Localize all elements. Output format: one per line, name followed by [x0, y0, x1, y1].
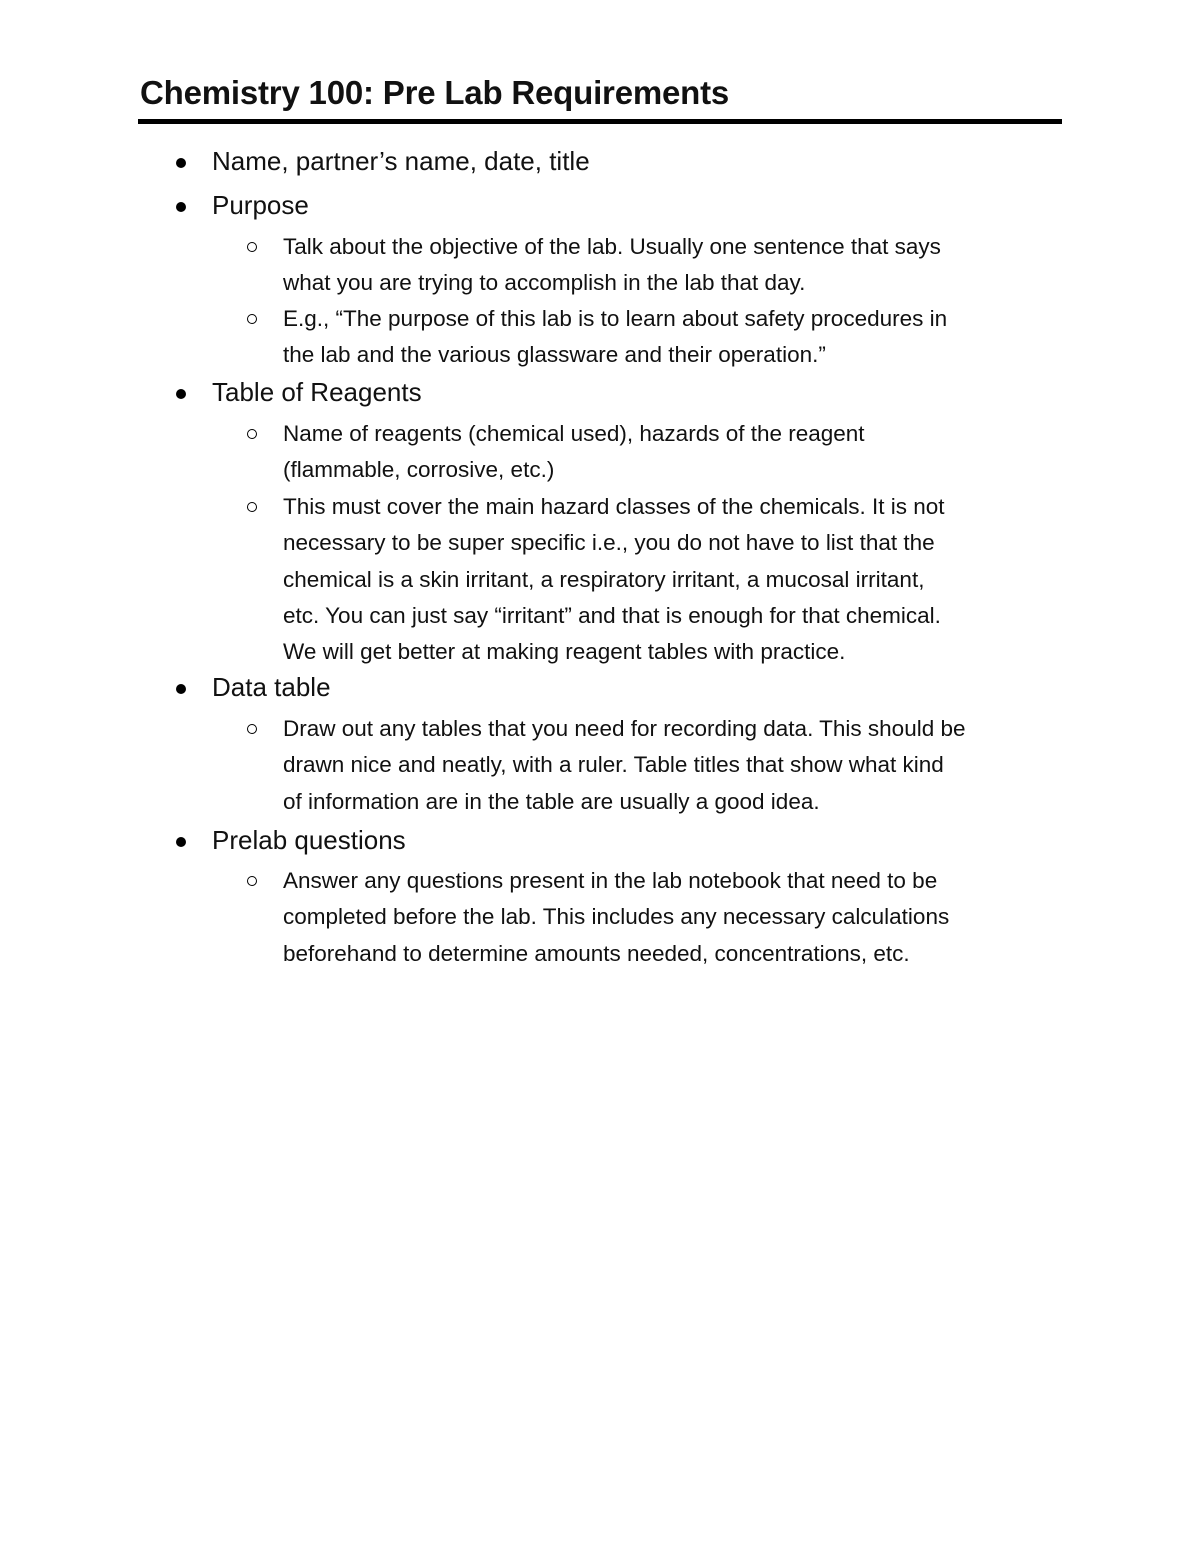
subitem-line: This must cover the main hazard classes of the chemicals. It is not [283, 494, 945, 519]
subitem-line: the lab and the various glassware and their operation.” [283, 342, 826, 368]
hollow-bullet-icon [247, 429, 257, 439]
subitem-line: chemical is a skin irritant, a respiratory irritant, a mucosal irritant, [283, 566, 925, 592]
subitem-line: of information are in the table are usually a good idea. [283, 788, 820, 814]
subitem-line: beforehand to determine amounts needed, concentrations, etc. [283, 940, 910, 966]
subitem-line: E.g., “The purpose of this lab is to learn about safety procedures in [283, 306, 948, 331]
requirement-label: Name, partner’s name, date, title [212, 146, 590, 176]
requirement-label: Data table [212, 672, 331, 702]
subitem-line: completed before the lab. This includes any necessary calculations [283, 904, 950, 930]
subitem-line: Draw out any tables that you need for recording data. This should be [283, 716, 966, 741]
subitem-line: Talk about the objective of the lab. Usually one sentence that says [283, 234, 941, 259]
hollow-bullet-icon [247, 242, 257, 252]
subitem-text [283, 863, 1063, 972]
requirement-label: Prelab questions [212, 825, 406, 855]
subitem-line: (flammable, corrosive, etc.) [283, 457, 555, 483]
subitem-text [283, 416, 1063, 489]
hollow-bullet-icon [247, 502, 257, 512]
subitem-text [283, 711, 1063, 820]
subitem-line: Answer any questions present in the lab notebook that need to be [283, 868, 938, 893]
subitem-text [283, 489, 1063, 670]
subitem-line: We will get better at making reagent tables with practice. [283, 639, 846, 665]
requirement-label: Table of Reagents [212, 377, 422, 407]
hollow-bullet-icon [247, 876, 257, 886]
subitem-line: Name of reagents (chemical used), hazards of the reagent [283, 421, 865, 446]
subitem-text [283, 301, 1063, 374]
bullet-icon [176, 684, 186, 694]
bullet-icon [176, 202, 186, 212]
hollow-bullet-icon [247, 314, 257, 324]
hollow-bullet-icon [247, 724, 257, 734]
subitem-line: etc. You can just say “irritant” and that is enough for that chemical. [283, 602, 941, 628]
bullet-icon [176, 389, 186, 399]
subitem-line: necessary to be super specific i.e., you do not have to list that the [283, 530, 935, 556]
title-underline [138, 119, 1062, 124]
requirement-label: Purpose [212, 190, 309, 220]
bullet-icon [176, 158, 186, 168]
bullet-icon [176, 837, 186, 847]
document-title: Chemistry 100: Pre Lab Requirements [140, 74, 730, 111]
subitem-line: drawn nice and neatly, with a ruler. Table titles that show what kind [283, 752, 944, 778]
subitem-line: what you are trying to accomplish in the lab that day. [283, 270, 806, 296]
subitem-text [283, 229, 1063, 302]
